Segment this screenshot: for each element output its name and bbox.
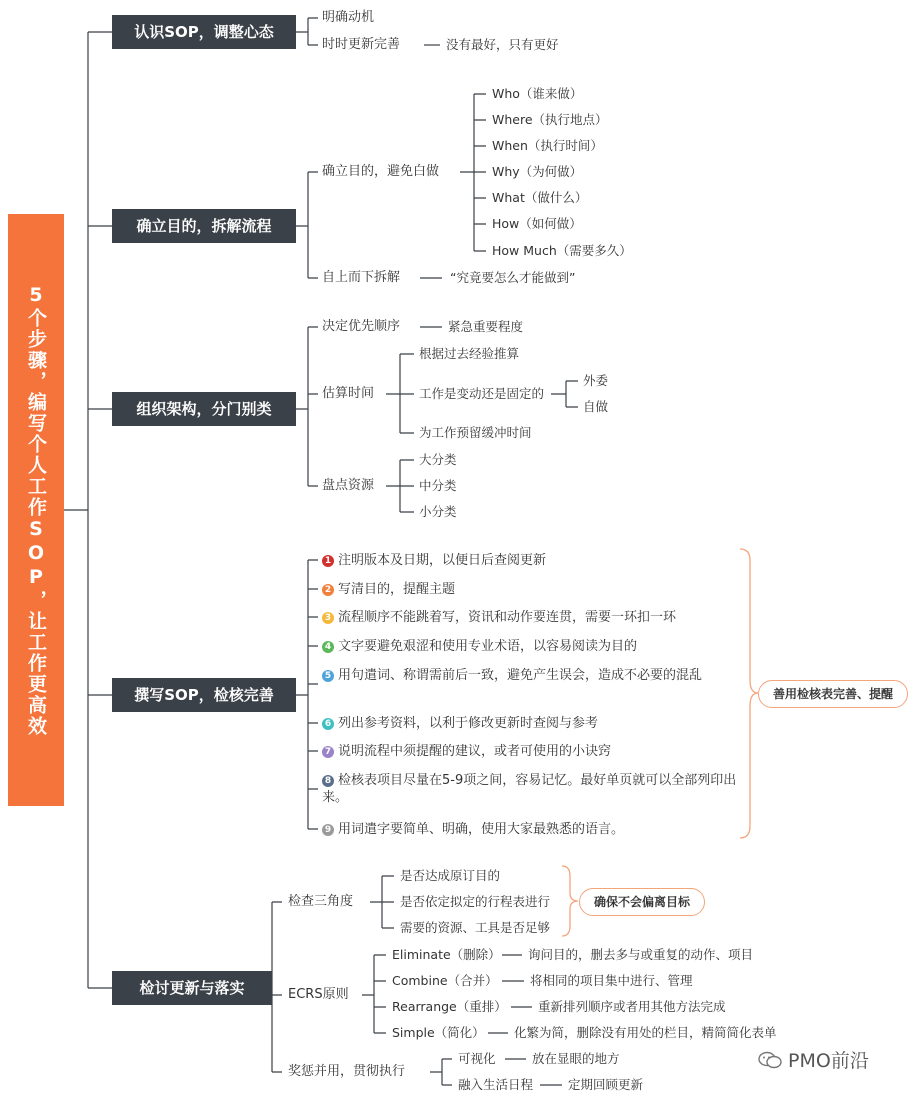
- s3-res-3: 小分类: [419, 504, 457, 519]
- number-9-icon: 9: [322, 824, 334, 836]
- number-3-icon: 3: [322, 612, 334, 624]
- s5-ecrs-simple: Simple（简化）: [392, 1025, 485, 1040]
- s1-update-note: 没有最好，只有更好: [446, 37, 559, 52]
- section-1-title: 认识SOP，调整心态: [112, 15, 296, 49]
- s4-callout: 善用检核表完善、提醒: [758, 680, 908, 708]
- s5-reward: 奖惩并用，贯彻执行: [288, 1064, 406, 1079]
- s5-ecrs-eliminate: Eliminate（删除）: [392, 947, 501, 962]
- s1-update: 时时更新完善: [322, 37, 401, 52]
- s3-priority: 决定优先顺序: [322, 319, 401, 334]
- watermark: [758, 1046, 869, 1073]
- s5-ecrs-rearrange-desc: 重新排列顺序或者用其他方法完成: [538, 999, 726, 1014]
- s3-res-1: 大分类: [419, 452, 457, 467]
- s5-ecrs-rearrange: Rearrange（重排）: [392, 999, 507, 1014]
- s2-what: What（做什么）: [492, 190, 588, 205]
- s4-item-1: 1 注明版本及日期，以便日后查阅更新: [322, 552, 742, 569]
- number-6-icon: 6: [322, 718, 334, 730]
- section-2-title: 确立目的，拆解流程: [112, 209, 296, 243]
- section-3-title: 组织架构，分门别类: [112, 392, 296, 426]
- section-4-title: 撰写SOP，检核完善: [112, 678, 296, 712]
- s2-when: When（执行时间）: [492, 138, 603, 153]
- s2-purpose: 确立目的，避免白做: [322, 164, 440, 179]
- s5-reward-visual-desc: 放在显眼的地方: [532, 1051, 620, 1066]
- s3-estimate: 估算时间: [322, 386, 375, 401]
- number-5-icon: 5: [322, 670, 334, 682]
- number-2-icon: 2: [322, 584, 334, 596]
- s5-ecrs-combine: Combine（合并）: [392, 973, 498, 988]
- section-5-title: 检讨更新与落实: [112, 971, 272, 1005]
- s2-topdown-note: “究竟要怎么才能做到”: [450, 270, 576, 285]
- s5-check-1: 是否达成原订目的: [400, 868, 501, 883]
- s3-fixed-outsource: 外委: [583, 373, 609, 388]
- s2-who: Who（谁来做）: [492, 86, 583, 101]
- s5-check-3: 需要的资源、工具是否足够: [400, 920, 551, 935]
- number-1-icon: 1: [322, 555, 334, 567]
- s3-priority-note: 紧急重要程度: [448, 319, 524, 334]
- s5-check-2: 是否依定拟定的行程表进行: [400, 894, 551, 909]
- s2-topdown: 自上而下拆解: [322, 270, 401, 285]
- wechat-icon: [758, 1051, 782, 1069]
- s3-est-1: 根据过去经验推算: [419, 346, 520, 361]
- s5-reward-visual: 可视化: [458, 1051, 496, 1066]
- watermark-text: PMO前沿: [788, 1050, 869, 1072]
- s3-est-2: 工作是变动还是固定的: [419, 386, 545, 401]
- s4-item-4: 4 文字要避免艰涩和使用专业术语，以容易阅读为目的: [322, 638, 742, 655]
- s4-item-3: 3 流程顺序不能跳着写，资讯和动作要连贯，需要一环扣一环: [322, 609, 742, 626]
- s5-reward-schedule: 融入生活日程: [458, 1077, 534, 1092]
- s2-where: Where（执行地点）: [492, 112, 608, 127]
- s5-ecrs: ECRS原则: [288, 987, 349, 1002]
- s5-reward-schedule-desc: 定期回顾更新: [568, 1077, 644, 1092]
- number-8-icon: 8: [322, 775, 334, 787]
- s3-fixed-self: 自做: [583, 399, 609, 414]
- s2-how: How（如何做）: [492, 216, 582, 231]
- s5-ecrs-eliminate-desc: 询问目的，删去多与或重复的动作、项目: [528, 947, 754, 962]
- s4-item-5: 5 用句遣词、称谓需前后一致，避免产生误会，造成不必要的混乱: [322, 667, 732, 684]
- s4-item-9: 9 用词遣字要简单、明确，使用大家最熟悉的语言。: [322, 821, 742, 838]
- s1-motive: 明确动机: [322, 10, 375, 25]
- s4-item-7: 7 说明流程中须提醒的建议，或者可使用的小诀窍: [322, 743, 742, 760]
- root-topic: 5个步骤，编写个人工作SOP，让工作更高效: [8, 214, 64, 806]
- number-7-icon: 7: [322, 746, 334, 758]
- s3-est-3: 为工作预留缓冲时间: [419, 425, 532, 440]
- s5-check-callout: 确保不会偏离目标: [579, 888, 705, 916]
- s5-ecrs-combine-desc: 将相同的项目集中进行、管理: [530, 973, 693, 988]
- s2-why: Why（为何做）: [492, 164, 583, 179]
- s2-how-much: How Much（需要多久）: [492, 243, 632, 258]
- s5-check: 检查三角度: [288, 894, 354, 909]
- s4-item-6: 6 列出参考资料，以利于修改更新时查阅与参考: [322, 715, 742, 732]
- s4-item-2: 2 写清目的，提醒主题: [322, 581, 742, 598]
- s3-res-2: 中分类: [419, 478, 457, 493]
- s4-item-8: 8 检核表项目尽量在5-9项之间，容易记忆。最好单页就可以全部列印出来。: [322, 773, 737, 805]
- s3-resources: 盘点资源: [322, 478, 375, 493]
- number-4-icon: 4: [322, 641, 334, 653]
- s5-ecrs-simple-desc: 化繁为简，删除没有用处的栏目，精简简化表单: [514, 1025, 777, 1040]
